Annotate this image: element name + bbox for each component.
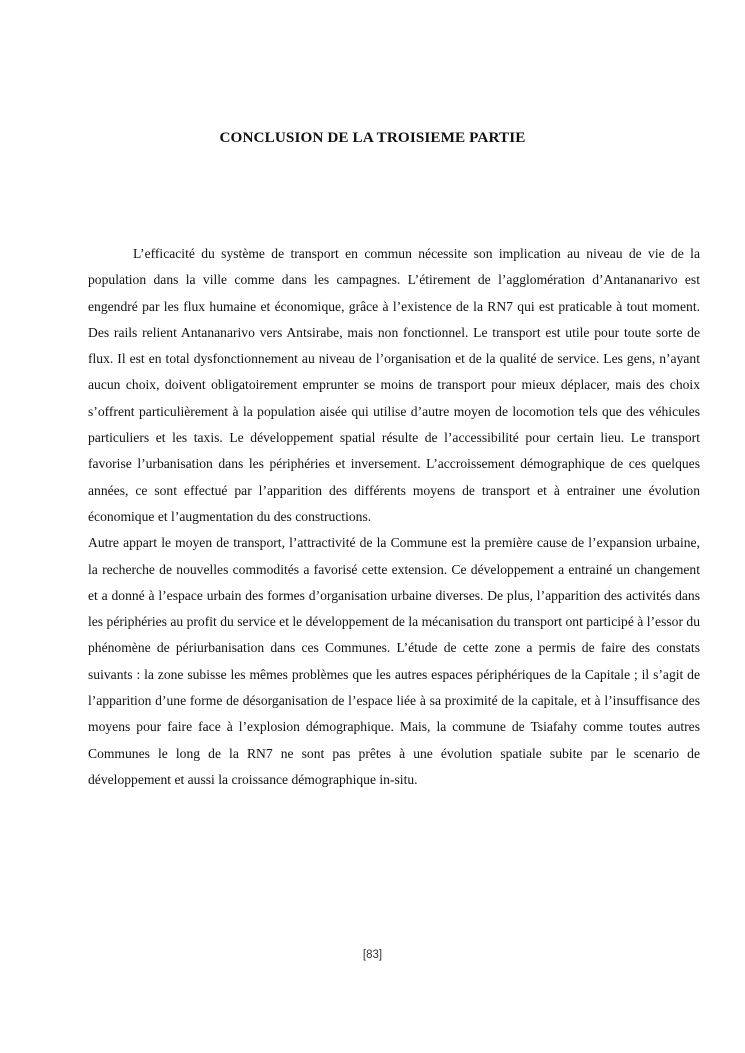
page-number: [83] bbox=[362, 949, 383, 961]
page-title: CONCLUSION DE LA TROISIEME PARTIE bbox=[219, 129, 526, 146]
paragraph-2: Autre appart le moyen de transport, l’attractivité de la Commune est la première cause de l’expansion urbaine, la recherche de nouvelles commodités a favorisé cette extension. Ce développement a entrainé un changement et a donné à l’espace urbain des formes d’organisation urbaine diverses. De plus, l’apparition des activités dans les périphéries au profit du service et le développement de la mécanisation du transport ont participé à l’essor du phénomène de périurbanisation dans ces Communes. L’étude de cette zone a permis de faire des constats suivants : la zone subisse les mêmes problèmes que les autres espaces périphériques de la Capitale ; il s’agit de l’apparition d’une forme de désorganisation de l’espace liée à sa proximité de la capitale, et à l’insuffisance des moyens pour faire face à l’explosion démographique. Mais, la commune de Tsiafahy comme toutes autres Communes le long de la RN7 ne sont pas prêtes à une évolution spatiale subite par le scenario de développement et aussi la croissance démographique in-situ. bbox=[88, 535, 700, 787]
body-text bbox=[88, 241, 700, 793]
paragraph-1: L’efficacité du système de transport en commun nécessite son implication au niveau de vie de la population dans la ville comme dans les campagnes. L’étirement de l’agglomération d’Antananarivo est engendré par les flux humaine et économique, grâce à l’existence de la RN7 qui est praticable à tout moment. Des rails relient Antananarivo vers Antsirabe, mais non fonctionnel. Le transport est utile pour toute sorte de flux. Il est en total dysfonctionnement au niveau de l’organisation et de la qualité de service. Les gens, n’ayant aucun choix, doivent obligatoirement emprunter se moins de transport pour mieux déplacer, mais des choix s’offrent particulièrement à la population aisée qui utilise d’autre moyen de locomotion tels que des véhicules particuliers et les taxis. Le développement spatial résulte de l’accessibilité pour certain lieu. Le transport favorise l’urbanisation dans les périphéries et inversement. L’accroissement démographique de ces quelques années, ce sont effectué par l’apparition des différents moyens de transport et à entrainer une évolution économique et l’augmentation du des constructions. bbox=[88, 246, 700, 524]
